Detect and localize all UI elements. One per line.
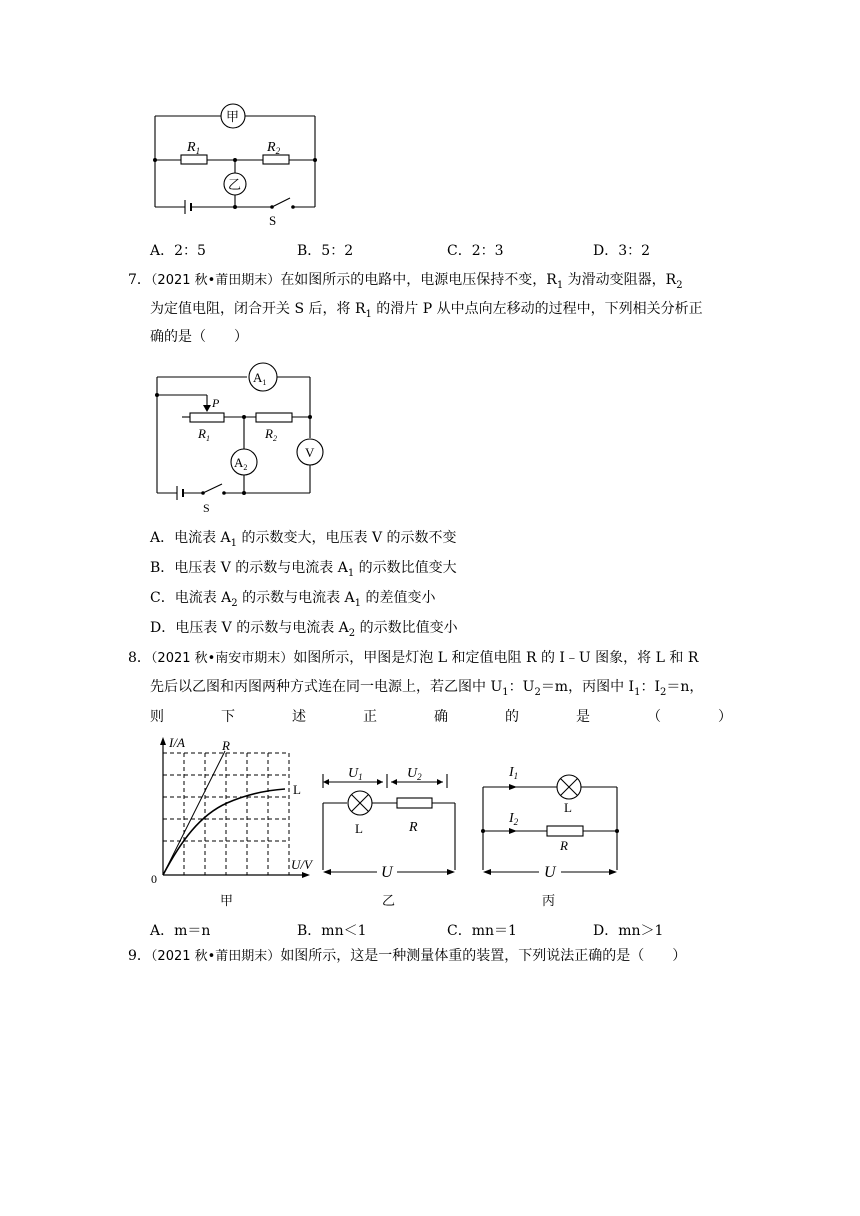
q9-number: 9． <box>128 948 151 964</box>
q7-line-2: 为定值电阻，闭合开关 S 后，将 $R_1$ 的滑片 P 从中点向左移动的过程中，下列相关分析正 <box>150 301 703 320</box>
lamp-l-label: L <box>355 821 363 836</box>
q7-option-a[interactable]: A．电流表 $A_1$ 的示数变大，电压表 V 的示数不变 <box>150 530 457 549</box>
lamp-l-label: L <box>564 800 572 815</box>
slider-p-label: P <box>212 396 220 410</box>
graph-x-axis-label: U/V <box>291 857 312 872</box>
q8-line-1: 8．（2021 秋•南安市期末）如图所示，甲图是灯泡 L 和定值电阻 R 的 I﹣U 图象，将 L 和 R <box>128 650 699 666</box>
q6-option-d[interactable]: D．3：2 <box>593 243 651 259</box>
q8-option-a[interactable]: A．m＝n <box>150 923 211 939</box>
q6-option-a[interactable]: A．2：5 <box>150 243 206 259</box>
graph-y-axis-label: I/A <box>169 735 185 750</box>
q9-source: （2021 秋•莆田期末） <box>150 949 281 964</box>
q9-text: 如图所示，这是一种测量体重的装置，下列说法正确的是（ ） <box>280 948 687 964</box>
q7-source: （2021 秋•莆田期末） <box>150 273 281 288</box>
q8-source: （2021 秋•南安市期末） <box>150 651 294 666</box>
q7-line-1: 7．（2021 秋•莆田期末）在如图所示的电路中，电源电压保持不变，$R_1$ 为滑动变阻器，$R_2$ <box>128 272 683 291</box>
r2-label: R <box>267 140 276 155</box>
graph-caption-jia: 甲 <box>220 893 234 908</box>
graph-origin-label: 0 <box>151 872 157 886</box>
svg-text:R1: $R_1$ <box>187 140 201 156</box>
svg-text:I2: $I_2$ <box>509 811 519 827</box>
q7-number: 7． <box>128 272 151 288</box>
q8-series-circuit-figure <box>315 760 465 910</box>
q9-question <box>128 941 686 972</box>
svg-text:A2: $A_2$ <box>234 455 248 472</box>
u-label: U <box>544 864 556 881</box>
q7-option-c[interactable]: C．电流表 $A_2$ 的示数与电流表 $A_1$ 的差值变小 <box>150 590 436 609</box>
i2-label: I <box>509 811 514 826</box>
q7-circuit-figure <box>145 360 325 515</box>
switch-s-label: S <box>269 213 277 228</box>
resistor-r-label: R <box>409 820 418 835</box>
parallel-caption-bing: 丙 <box>542 893 556 908</box>
curve-r-label: R <box>222 738 230 753</box>
svg-text:A1: $A_1$ <box>253 370 267 387</box>
u2-label: U <box>407 766 418 781</box>
q8-iu-graph-figure <box>145 733 320 913</box>
svg-text:R2: $R_2$ <box>265 426 277 443</box>
q6-option-c[interactable]: C．2：3 <box>447 243 504 259</box>
q7-option-b[interactable]: B．电压表 V 的示数与电流表 $A_1$ 的示数比值变大 <box>150 560 457 579</box>
curve-l-label: L <box>293 782 301 797</box>
q8-parallel-circuit-figure <box>475 760 625 910</box>
series-caption-yi: 乙 <box>382 893 396 908</box>
u-label: U <box>381 864 393 881</box>
svg-text:R1: $R_1$ <box>198 426 210 443</box>
resistor-r-label: R <box>560 838 568 853</box>
svg-text:R2: $R_2$ <box>267 140 281 156</box>
r1-label: R <box>187 140 196 155</box>
svg-text:I1: $I_1$ <box>509 765 519 781</box>
svg-text:U1: $U_1$ <box>348 766 363 782</box>
r1-label: R <box>198 426 206 441</box>
ammeter-a1-label: A <box>253 370 263 385</box>
q7-line-3: 确的是（ ） <box>150 329 248 345</box>
u1-label: U <box>348 766 359 781</box>
i1-label: I <box>509 765 514 780</box>
q8-line-2: 先后以乙图和丙图两种方式连在同一电源上，若乙图中 $U_1$：$U_2=m$，丙图中 $I_1$：$I_2=n$， <box>150 679 704 698</box>
meter-jia-label: 甲 <box>226 109 240 124</box>
switch-s-label: S <box>203 501 210 515</box>
svg-text:U2: $U_2$ <box>407 766 422 782</box>
ammeter-a2-label: A <box>234 455 244 470</box>
q6-circuit-figure <box>145 100 330 230</box>
voltmeter-v-label: V <box>305 445 315 460</box>
q8-option-d[interactable]: D．mn＞1 <box>593 923 664 939</box>
q6-option-b[interactable]: B．5：2 <box>297 243 354 259</box>
meter-yi-label: 乙 <box>228 177 242 192</box>
q8-option-b[interactable]: B．mn＜1 <box>297 923 367 939</box>
r2-label: R <box>265 426 273 441</box>
q8-number: 8． <box>128 650 151 666</box>
q8-line-3: 则 下 述 正 确 的 是 （ ） <box>150 709 732 725</box>
q7-option-d[interactable]: D．电压表 V 的示数与电流表 $A_2$ 的示数比值变小 <box>150 620 458 639</box>
q8-option-c[interactable]: C．mn＝1 <box>447 923 517 939</box>
